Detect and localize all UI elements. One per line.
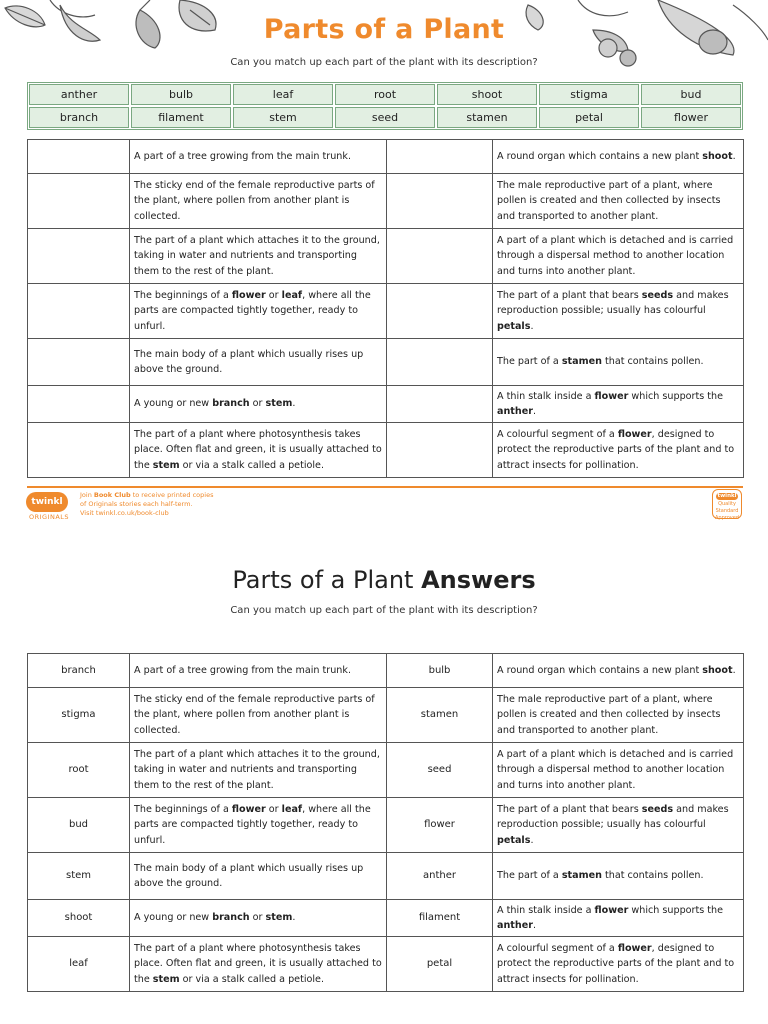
matching-table (27, 139, 744, 478)
description-left: The sticky end of the female reproductive parts of the plant, where pollen from another plant is collected. (130, 688, 387, 743)
description-left: The part of a plant where photosynthesis takes place. Often flat and green, it is usually attached to the stem or via a stalk called a petiole. (130, 937, 387, 992)
answer-blank-left[interactable] (28, 423, 130, 478)
description-left: A part of a tree growing from the main trunk. (130, 140, 387, 174)
word-bank-cell: stamen (437, 107, 537, 128)
answer-blank-left[interactable] (28, 229, 130, 284)
footer-divider (27, 486, 743, 488)
description-right: A colourful segment of a flower, designed to protect the reproductive parts of the plant and to attract insects for pollination. (493, 423, 744, 478)
answer-cell-right: anther (387, 853, 493, 900)
table-row (28, 853, 744, 900)
answer-cell-right: petal (387, 937, 493, 992)
table-row (28, 229, 744, 284)
description-right: The male reproductive part of a plant, where pollen is created and then collected by insects and transported to another plant. (493, 688, 744, 743)
description-right: The part of a stamen that contains pollen. (493, 339, 744, 386)
description-left: The beginnings of a flower or leaf, where all the parts are compacted tightly together, ready to unfurl. (130, 284, 387, 339)
answer-blank-left[interactable] (28, 140, 130, 174)
answer-blank-right[interactable] (387, 339, 493, 386)
answer-blank-right[interactable] (387, 284, 493, 339)
table-row (28, 386, 744, 423)
table-row (28, 798, 744, 853)
answer-cell-right: flower (387, 798, 493, 853)
word-bank-cell: bulb (131, 84, 231, 105)
answer-blank-left[interactable] (28, 339, 130, 386)
answer-blank-left[interactable] (28, 386, 130, 423)
table-row (28, 743, 744, 798)
description-right: A round organ which contains a new plant shoot. (493, 654, 744, 688)
word-bank-cell: flower (641, 107, 741, 128)
table-row (28, 423, 744, 478)
answer-cell-right: seed (387, 743, 493, 798)
description-right: A round organ which contains a new plant shoot. (493, 140, 744, 174)
description-right: A part of a plant which is detached and is carried through a dispersal method to another location and turns into another plant. (493, 743, 744, 798)
word-bank-cell: anther (29, 84, 129, 105)
answers-title: Parts of a Plant Answers (232, 566, 536, 594)
answer-blank-right[interactable] (387, 386, 493, 423)
word-bank-cell: shoot (437, 84, 537, 105)
word-bank-cell: stem (233, 107, 333, 128)
description-right: The male reproductive part of a plant, where pollen is created and then collected by insects and transported to another plant. (493, 174, 744, 229)
description-left: A young or new branch or stem. (130, 386, 387, 423)
answer-blank-right[interactable] (387, 423, 493, 478)
answer-blank-right[interactable] (387, 174, 493, 229)
description-left: The part of a plant which attaches it to the ground, taking in water and nutrients and transporting them to the rest of the plant. (130, 743, 387, 798)
description-left: A young or new branch or stem. (130, 900, 387, 937)
description-right: A colourful segment of a flower, designed to protect the reproductive parts of the plant and to attract insects for pollination. (493, 937, 744, 992)
quality-badge (712, 489, 742, 519)
word-bank-cell: root (335, 84, 435, 105)
table-row (28, 654, 744, 688)
table-row (28, 339, 744, 386)
answer-cell-left: root (28, 743, 130, 798)
description-right: A thin stalk inside a flower which supports the anther. (493, 900, 744, 937)
footer-link[interactable]: Visit twinkl.co.uk/book-club (80, 509, 169, 517)
twinkl-logo-subtitle: ORIGINALS (28, 513, 70, 521)
answer-cell-left: bud (28, 798, 130, 853)
word-bank-cell: branch (29, 107, 129, 128)
page-title: Parts of a Plant (263, 14, 505, 45)
badge-logo: twinkl (717, 493, 737, 499)
answer-blank-left[interactable] (28, 174, 130, 229)
description-right: A part of a plant which is detached and is carried through a dispersal method to another location and turns into another plant. (493, 229, 744, 284)
word-bank-cell: seed (335, 107, 435, 128)
description-left: The part of a plant where photosynthesis takes place. Often flat and green, it is usually attached to the stem or via a stalk called a petiole. (130, 423, 387, 478)
badge-text: Quality Standard Approved (715, 501, 739, 521)
description-right: A thin stalk inside a flower which supports the anther. (493, 386, 744, 423)
footer-book-club-text: Join Book Club to receive printed copies of Originals stories each half-term. Visit twinkl.co.uk/book-club (80, 491, 214, 517)
description-right: The part of a stamen that contains pollen. (493, 853, 744, 900)
word-bank-cell: leaf (233, 84, 333, 105)
answer-blank-right[interactable] (387, 229, 493, 284)
table-row (28, 937, 744, 992)
answer-cell-right: stamen (387, 688, 493, 743)
answers-subtitle: Can you match up each part of the plant with its description? (230, 605, 538, 616)
table-row (28, 174, 744, 229)
answer-blank-right[interactable] (387, 140, 493, 174)
answer-blank-left[interactable] (28, 284, 130, 339)
description-left: The main body of a plant which usually rises up above the ground. (130, 339, 387, 386)
answers-table (27, 653, 744, 992)
table-row (28, 140, 744, 174)
description-right: The part of a plant that bears seeds and makes reproduction possible; usually has colourful petals. (493, 284, 744, 339)
table-row (28, 688, 744, 743)
answer-cell-left: branch (28, 654, 130, 688)
page-subtitle: Can you match up each part of the plant with its description? (230, 57, 538, 68)
description-left: The main body of a plant which usually rises up above the ground. (130, 853, 387, 900)
description-left: A part of a tree growing from the main trunk. (130, 654, 387, 688)
description-left: The beginnings of a flower or leaf, where all the parts are compacted tightly together, ready to unfurl. (130, 798, 387, 853)
word-bank-cell: bud (641, 84, 741, 105)
word-bank-cell: stigma (539, 84, 639, 105)
answer-cell-right: filament (387, 900, 493, 937)
twinkl-logo: twinkl (26, 492, 68, 512)
answer-cell-right: bulb (387, 654, 493, 688)
description-left: The sticky end of the female reproductive parts of the plant, where pollen from another plant is collected. (130, 174, 387, 229)
word-bank (27, 82, 743, 130)
table-row (28, 284, 744, 339)
answer-cell-left: stem (28, 853, 130, 900)
description-left: The part of a plant which attaches it to the ground, taking in water and nutrients and transporting them to the rest of the plant. (130, 229, 387, 284)
word-bank-cell: petal (539, 107, 639, 128)
answer-cell-left: stigma (28, 688, 130, 743)
answer-cell-left: shoot (28, 900, 130, 937)
description-right: The part of a plant that bears seeds and makes reproduction possible; usually has colourful petals. (493, 798, 744, 853)
word-bank-cell: filament (131, 107, 231, 128)
answer-cell-left: leaf (28, 937, 130, 992)
table-row (28, 900, 744, 937)
